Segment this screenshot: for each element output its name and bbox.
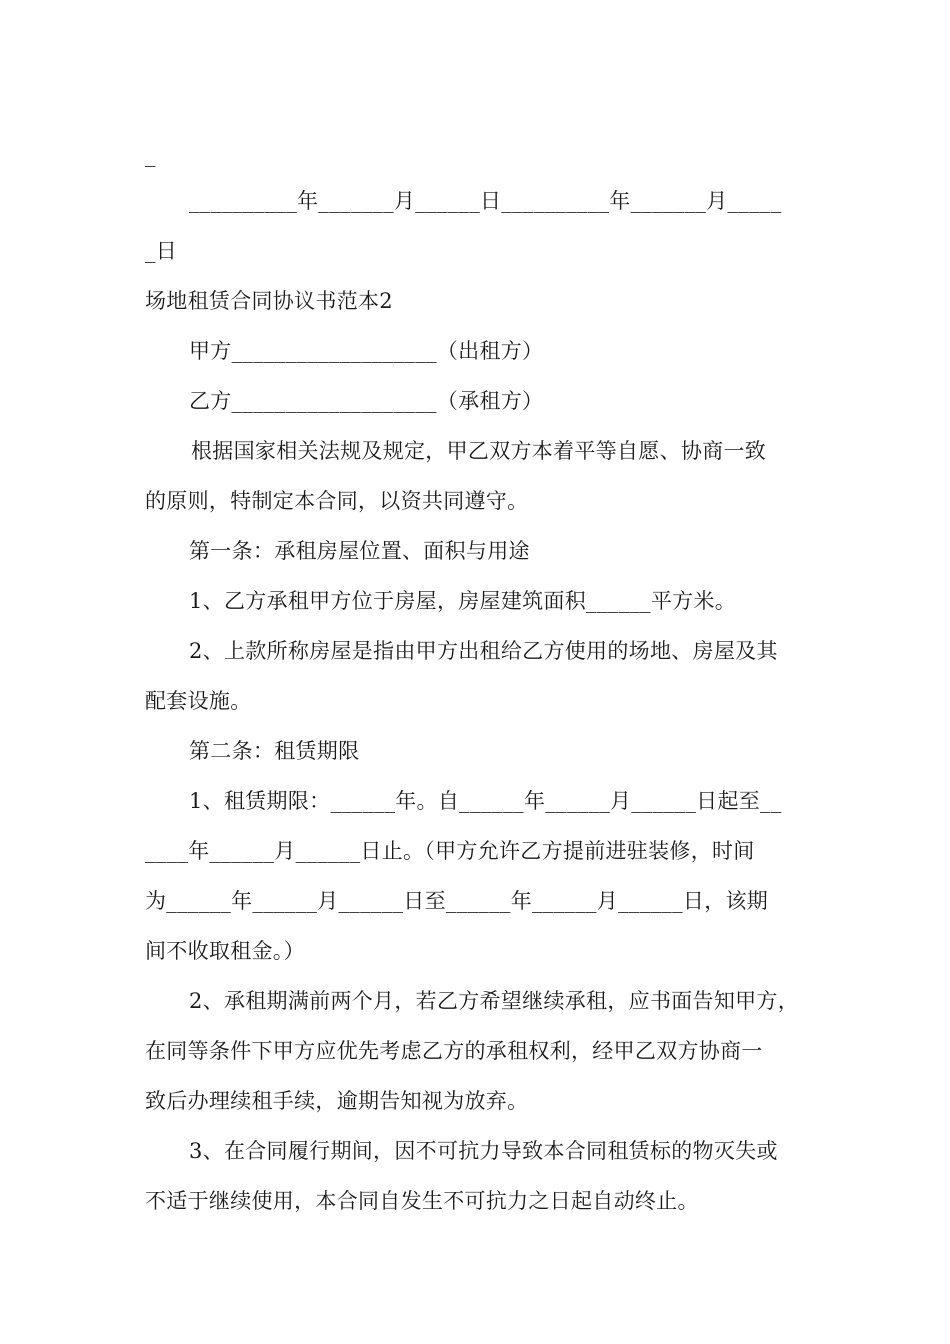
article-one-heading: 第一条：承租房屋位置、面积与用途 xyxy=(189,539,530,563)
preamble-paragraph: 根据国家相关法规及规定，甲乙双方本着平等自愿、协商一致 xyxy=(191,439,767,463)
preamble-paragraph-cont: 的原则，特制定本合同，以资共同遵守。 xyxy=(145,489,529,513)
article-one-clause-2: 2、上款所称房屋是指由甲方出租给乙方使用的场地、房屋及其 xyxy=(189,639,778,663)
date-range-line: __________年_______月______日__________年_______月_____ xyxy=(189,189,782,213)
article-two-clause-3-cont: 不适于继续使用，本合同自发生不可抗力之日起自动终止。 xyxy=(145,1189,699,1213)
article-two-clause-1: 1、租赁期限：______年。自______年______月______日起至__ xyxy=(189,789,782,813)
article-two-clause-2-cont-2: 致后办理续租手续，逾期告知视为放弃。 xyxy=(145,1089,529,1113)
article-two-clause-2: 2、承租期满前两个月，若乙方希望继续承租，应书面告知甲方， xyxy=(189,989,800,1013)
article-one-clause-2-cont: 配套设施。 xyxy=(145,689,252,713)
section-heading: 场地租赁合同协议书范本2 xyxy=(145,289,393,313)
blank-underscore-line: _ xyxy=(145,143,156,167)
article-two-heading: 第二条：租赁期限 xyxy=(189,739,360,763)
date-range-continuation: _日 xyxy=(145,239,178,263)
article-two-clause-1-cont-2: 为______年______月______日至______年______月______日，该期 xyxy=(145,889,769,913)
article-one-clause-1: 1、乙方承租甲方位于房屋，房屋建筑面积______平方米。 xyxy=(189,589,737,613)
party-b-line: 乙方___________________（承租方） xyxy=(189,389,544,413)
article-two-clause-1-cont-3: 间不收取租金。） xyxy=(145,939,305,963)
article-two-clause-3: 3、在合同履行期间，因不可抗力导致本合同租赁标的物灭失或 xyxy=(189,1139,778,1163)
party-a-line: 甲方___________________（出租方） xyxy=(189,339,544,363)
article-two-clause-2-cont: 在同等条件下甲方应优先考虑乙方的承租权利，经甲乙双方协商一 xyxy=(145,1039,763,1063)
article-two-clause-1-cont: ____年______月______日止。（甲方允许乙方提前进驻装修，时间 xyxy=(145,839,755,863)
